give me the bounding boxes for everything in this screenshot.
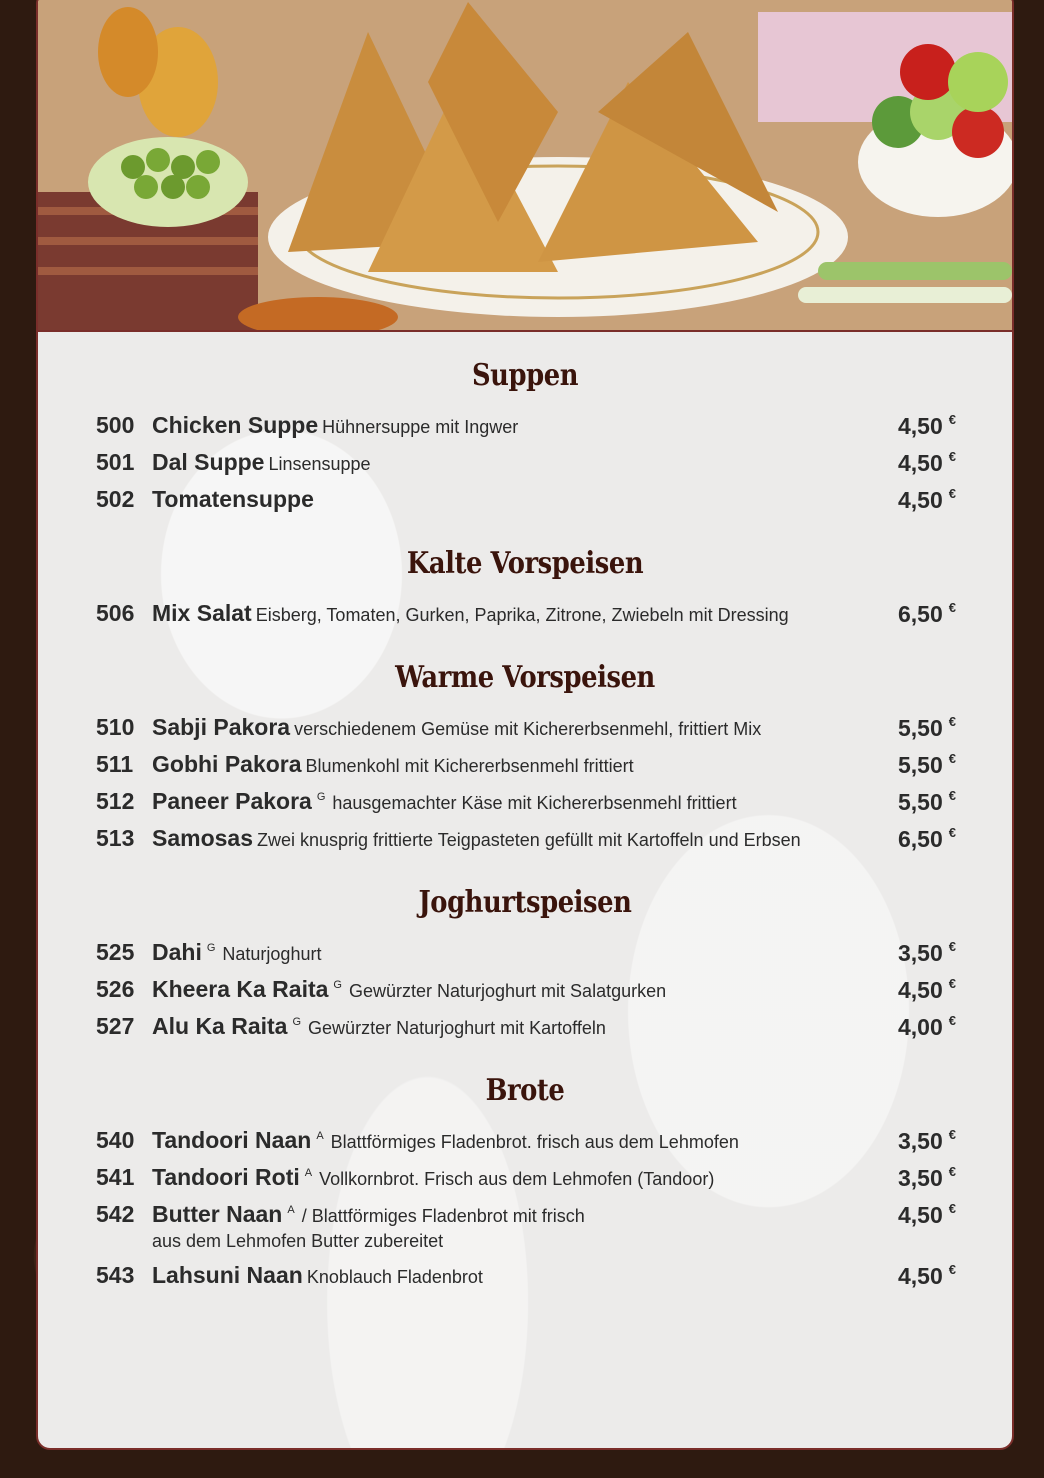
item-number: 543 <box>96 1262 135 1288</box>
euro-sign: € <box>948 825 956 840</box>
euro-sign: € <box>948 449 956 464</box>
euro-sign: € <box>948 751 956 766</box>
item-number: 540 <box>96 1127 135 1153</box>
menu-item-501 <box>96 449 956 483</box>
allergen-marker: G <box>316 791 326 803</box>
allergen-marker: G <box>292 1016 302 1028</box>
section-title-suppen: Suppen <box>471 358 579 393</box>
item-name: Tandoori Roti <box>152 1164 300 1190</box>
item-name: Sabji Pakora <box>152 714 291 740</box>
item-price: 6,50 € <box>898 825 956 852</box>
item-description: hausgemachter Käse mit Kichererbsenmehl frittiert <box>332 793 737 813</box>
item-number: 512 <box>96 788 135 814</box>
euro-sign: € <box>948 1127 956 1142</box>
item-name: Tomatensuppe <box>152 486 314 512</box>
euro-sign: € <box>948 486 956 501</box>
item-description: / Blattförmiges Fladenbrot mit frisch <box>301 1206 585 1226</box>
item-number: 501 <box>96 449 135 475</box>
menu-item-541 <box>96 1164 956 1198</box>
section-title-brote: Brote <box>485 1073 565 1108</box>
allergen-marker: A <box>287 1204 295 1216</box>
menu-item-527 <box>96 1013 956 1047</box>
item-price: 5,50 € <box>898 714 956 741</box>
euro-sign: € <box>948 600 956 615</box>
item-description: Eisberg, Tomaten, Gurken, Paprika, Zitrone, Zwiebeln mit Dressing <box>255 605 789 625</box>
item-description: Gewürzter Naturjoghurt mit Kartoffeln <box>308 1018 606 1038</box>
section-title-joghurtspeisen: Joghurtspeisen <box>418 885 632 920</box>
item-number: 511 <box>96 751 134 777</box>
item-number: 513 <box>96 825 135 851</box>
menu-item-540 <box>96 1127 956 1161</box>
section-title-warme-vorspeisen: Warme Vorspeisen <box>395 660 655 695</box>
item-name: Chicken Suppe <box>152 412 319 438</box>
item-number: 527 <box>96 1013 135 1039</box>
samosa-photo-illustration <box>38 0 1012 330</box>
item-name: Tandoori Naan <box>152 1127 312 1153</box>
item-description: Vollkornbrot. Frisch aus dem Lehmofen (Tandoor) <box>319 1169 715 1189</box>
item-name: Dal Suppe <box>152 449 265 475</box>
item-price: 5,50 € <box>898 751 956 778</box>
item-price: 3,50 € <box>898 1164 956 1191</box>
item-number: 541 <box>96 1164 135 1190</box>
item-name: Paneer Pakora <box>152 788 312 814</box>
item-price: 3,50 € <box>898 939 956 966</box>
item-number: 500 <box>96 412 135 438</box>
allergen-marker: A <box>304 1167 313 1179</box>
item-description: Blumenkohl mit Kichererbsenmehl frittiert <box>305 756 634 776</box>
menu-item-510 <box>96 714 956 748</box>
allergen-marker: G <box>206 942 216 954</box>
item-price: 4,50 € <box>898 1262 956 1289</box>
euro-sign: € <box>948 1013 956 1028</box>
menu-card <box>36 0 1014 1450</box>
item-name: Alu Ka Raita <box>152 1013 288 1039</box>
euro-sign: € <box>948 714 956 729</box>
euro-sign: € <box>948 1262 956 1277</box>
item-description: Naturjoghurt <box>222 944 322 964</box>
item-name: Mix Salat <box>152 600 252 626</box>
menu-item-506 <box>96 600 956 634</box>
menu-item-511 <box>96 751 956 785</box>
item-price: 4,00 € <box>898 1013 956 1040</box>
item-description: Hühnersuppe mit Ingwer <box>322 417 519 437</box>
item-name: Lahsuni Naan <box>152 1262 303 1288</box>
euro-sign: € <box>948 939 956 954</box>
menu-item-525 <box>96 939 956 973</box>
euro-sign: € <box>948 412 956 427</box>
item-description: Linsensuppe <box>268 454 371 474</box>
euro-sign: € <box>948 976 956 991</box>
item-name: Butter Naan <box>152 1201 283 1227</box>
allergen-marker: A <box>316 1130 324 1142</box>
item-price: 3,50 € <box>898 1127 956 1154</box>
item-price: 4,50 € <box>898 976 956 1003</box>
menu-item-526 <box>96 976 956 1010</box>
item-name: Dahi <box>152 939 202 965</box>
menu-item-543 <box>96 1262 956 1296</box>
item-name: Samosas <box>152 825 254 851</box>
euro-sign: € <box>948 1201 956 1216</box>
item-description: Zwei knusprig frittierte Teigpasteten gefüllt mit Kartoffeln und Erbsen <box>257 830 801 850</box>
item-price: 6,50 € <box>898 600 956 627</box>
item-number: 510 <box>96 714 135 740</box>
item-price: 5,50 € <box>898 788 956 815</box>
item-number: 526 <box>96 976 135 1002</box>
euro-sign: € <box>948 1164 956 1179</box>
menu-item-512 <box>96 788 956 822</box>
section-title-kalte-vorspeisen: Kalte Vorspeisen <box>406 546 644 581</box>
item-price: 4,50 € <box>898 486 956 513</box>
allergen-marker: G <box>333 979 342 991</box>
euro-sign: € <box>948 788 956 803</box>
item-description: verschiedenem Gemüse mit Kichererbsenmehl, frittiert Mix <box>294 719 762 739</box>
item-number: 525 <box>96 939 135 965</box>
item-description: Gewürzter Naturjoghurt mit Salatgurken <box>348 981 667 1001</box>
item-price: 4,50 € <box>898 412 956 439</box>
menu-item-513 <box>96 825 956 859</box>
item-number: 506 <box>96 600 135 626</box>
menu-item-500 <box>96 412 956 446</box>
samosa-photo <box>38 0 1012 332</box>
menu-item-542 <box>96 1201 956 1263</box>
item-description: Knoblauch Fladenbrot <box>306 1267 483 1287</box>
item-price: 4,50 € <box>898 1201 956 1228</box>
item-number: 502 <box>96 486 135 512</box>
item-number: 542 <box>96 1201 135 1227</box>
item-description-continued: aus dem Lehmofen Butter zubereitet <box>152 1231 444 1251</box>
item-description: Blattförmiges Fladenbrot. frisch aus dem Lehmofen <box>330 1132 739 1152</box>
item-name: Kheera Ka Raita <box>152 976 329 1002</box>
menu-item-502 <box>96 486 956 520</box>
item-name: Gobhi Pakora <box>152 751 302 777</box>
item-price: 4,50 € <box>898 449 956 476</box>
